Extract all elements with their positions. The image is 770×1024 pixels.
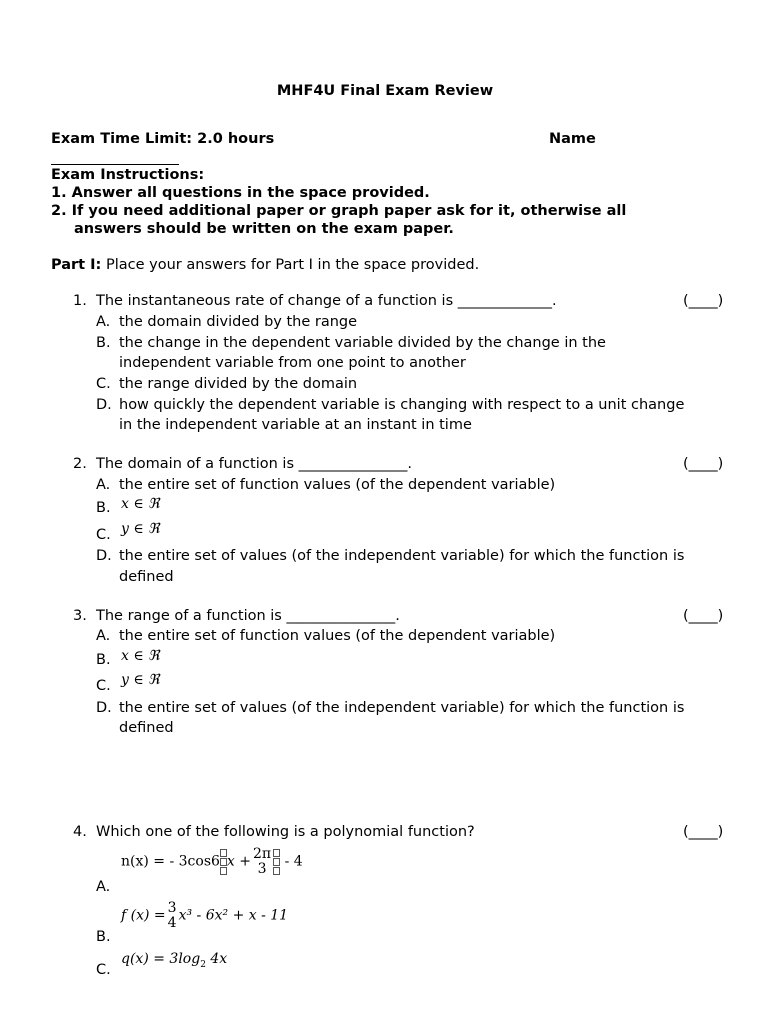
- q4-b-frac-den: 4: [167, 914, 177, 931]
- q1-option-a-letter: A.: [96, 314, 111, 330]
- q1-option-d-text: how quickly the dependent variable is changing with respect to a unit change: [119, 397, 685, 413]
- q4-c-rest: 4x: [210, 951, 228, 967]
- question-2-number: 2.: [73, 456, 87, 472]
- q1-option-b-text: the change in the dependent variable divided by the change in the: [119, 335, 606, 351]
- q3-option-d-text: the entire set of values (of the independent variable) for which the function is: [119, 700, 685, 716]
- q4-a-lhs: n(x) = - 3cos6: [121, 853, 220, 870]
- q4-option-c-letter: C.: [96, 962, 111, 978]
- q2-option-c-math: y ∈ ℜ: [121, 521, 160, 537]
- instruction-2: 2. If you need additional paper or graph paper ask for it, otherwise all: [51, 203, 627, 219]
- q1-option-d-letter: D.: [96, 397, 112, 413]
- left-bracket-glyph: [220, 848, 227, 876]
- question-2-text: The domain of a function is _______________.: [96, 456, 412, 472]
- q2-option-c-letter: C.: [96, 527, 111, 543]
- instruction-2-continued: answers should be written on the exam paper.: [74, 221, 454, 237]
- q1-option-a-text: the domain divided by the range: [119, 314, 358, 330]
- q4-a-fraction: [252, 847, 272, 876]
- time-limit: Exam Time Limit: 2.0 hours: [51, 131, 275, 147]
- question-1-text: The instantaneous rate of change of a function is _____________.: [96, 293, 557, 309]
- q3-option-d-text-continued: defined: [119, 720, 174, 736]
- question-2-answer-blank[interactable]: (____): [683, 456, 724, 472]
- right-bracket-glyph: [273, 848, 280, 876]
- q4-option-a-math: [121, 847, 303, 876]
- q4-a-mid: x +: [226, 853, 251, 870]
- q3-option-b-math: x ∈ ℜ: [121, 648, 160, 664]
- q4-option-c-math: [121, 951, 227, 970]
- q1-option-c-text: the range divided by the domain: [119, 376, 358, 392]
- q2-option-d-letter: D.: [96, 548, 112, 564]
- q4-option-b-letter: B.: [96, 929, 111, 945]
- question-1-number: 1.: [73, 293, 87, 309]
- page-title: MHF4U Final Exam Review: [276, 83, 494, 99]
- q2-option-d-text-continued: defined: [119, 569, 174, 585]
- q4-a-frac-num: 2π: [253, 846, 272, 862]
- q2-option-d-text: the entire set of values (of the independent variable) for which the function is: [119, 548, 685, 564]
- name-label: Name: [549, 131, 596, 147]
- q4-a-tail: - 4: [284, 853, 303, 870]
- q4-b-rest: x³ - 6x² + x - 11: [178, 907, 289, 924]
- q4-b-fraction: [167, 901, 178, 930]
- q3-option-c-letter: C.: [96, 678, 111, 694]
- q2-option-b-math: x ∈ ℜ: [121, 496, 160, 512]
- q4-b-frac-num: 3: [167, 900, 177, 916]
- q4-c-log-base: 2: [200, 960, 206, 970]
- question-3-answer-blank[interactable]: (____): [683, 608, 724, 624]
- question-4-text: Which one of the following is a polynomial function?: [96, 824, 475, 840]
- q1-option-b-text-continued: independent variable from one point to another: [119, 355, 466, 371]
- q3-option-a-text: the entire set of function values (of the dependent variable): [119, 628, 556, 644]
- q3-option-a-letter: A.: [96, 628, 111, 644]
- question-4-number: 4.: [73, 824, 87, 840]
- q2-option-b-letter: B.: [96, 500, 111, 516]
- q1-option-b-letter: B.: [96, 335, 111, 351]
- name-underline: [51, 164, 179, 165]
- question-1-answer-blank[interactable]: (____): [683, 293, 724, 309]
- part1-instruction: [51, 257, 479, 273]
- q3-option-d-letter: D.: [96, 700, 112, 716]
- q1-option-d-text-continued: in the independent variable at an instant in time: [119, 417, 472, 433]
- instructions-heading: Exam Instructions:: [51, 167, 205, 183]
- question-4-answer-blank[interactable]: (____): [683, 824, 724, 840]
- part1-label: Part I:: [51, 257, 102, 273]
- q4-option-b-math: [121, 901, 288, 930]
- q4-option-a-letter: A.: [96, 879, 111, 895]
- q3-option-b-letter: B.: [96, 652, 111, 668]
- q1-option-c-letter: C.: [96, 376, 111, 392]
- q4-c-lhs: q(x) = 3log: [121, 951, 201, 967]
- q4-a-frac-den: 3: [257, 860, 267, 877]
- q2-option-a-text: the entire set of function values (of the dependent variable): [119, 477, 556, 493]
- part1-text: Place your answers for Part I in the space provided.: [101, 257, 480, 273]
- q4-b-lhs: f (x) =: [121, 907, 166, 924]
- question-3-text: The range of a function is _______________.: [96, 608, 400, 624]
- q2-option-a-letter: A.: [96, 477, 111, 493]
- q3-option-c-math: y ∈ ℜ: [121, 672, 160, 688]
- question-3-number: 3.: [73, 608, 87, 624]
- instruction-1: 1. Answer all questions in the space provided.: [51, 185, 430, 201]
